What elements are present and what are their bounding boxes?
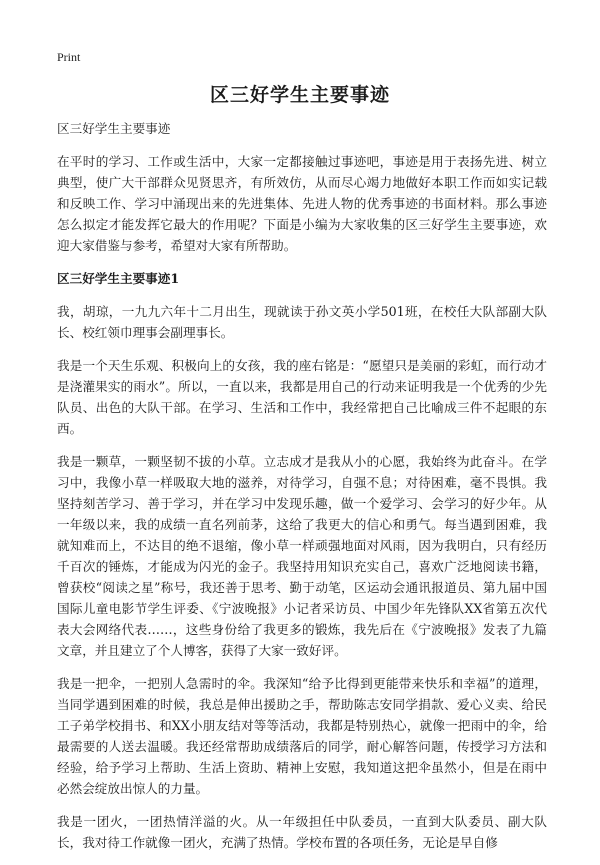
paragraph-fire: 我是一团火，一团热情洋溢的火。从一年级担任中队委员，一直到大队委员、副大队长，我对待工作就像一团火，充满了热情。学校布置的各项任务，无论是早自修: [57, 814, 547, 850]
article-body: [57, 118, 547, 865]
intro-paragraph: 在平时的学习、工作或生活中，大家一定都接触过事迹吧，事迹是用于表扬先进、树立典型，使广大干部群众见贤思齐，有所效仿，从而尽心竭力地做好本职工作而如实记载和反映工作、学习中涌现出来的先进集体、先进人物的优秀事迹的书面材料。那么事迹怎么拟定才能发挥它最大的作用呢？下面是小编为大家收集的区三好学生主要事迹，欢迎大家借鉴与参考，希望对大家有所帮助。: [57, 154, 547, 253]
paragraph-umbrella: 我是一把伞，一把别人急需时的伞。我深知“给予比得到更能带来快乐和幸福”的道理，当同学遇到困难的时候，我总是伸出援助之手，帮助陈志安同学捐款、爱心义卖、给民工子弟学校捐书、和XX小朋友结对等等活动，我都是特别热心，就像一把雨中的伞，给最需要的人送去温暖。我还经常帮助成绩落后的同学，耐心解答问题，传授学习方法和经验，给予学习上帮助、生活上资助、精神上安慰，我知道这把伞虽然小，但是在雨中必然会绽放出惊人的力量。: [57, 676, 547, 796]
section-heading: 区三好学生主要事迹1: [57, 271, 180, 286]
paragraph-grass: 我是一颗草，一颗坚韧不拔的小草。立志成才是我从小的心愿，我始终为此奋斗。在学习中，我像小草一样吸取大地的滋养，对待学习，自强不息；对待困难，毫不畏惧。我坚持刻苦学习、善于学习，并在学习中发现乐趣，做一个爱学习、会学习的好少年。从一年级以来，我的成绩一直名列前茅，这给了我更大的信心和勇气。每当遇到困难，我就知难而上，不达目的绝不退缩，像小草一样顽强地面对风雨，因为我明白，只有经历千百次的锤炼，才能成为闪光的金子。我坚持用知识充实自己，喜欢广泛地阅读书籍，曾获校“阅读之星”称号，我还善于思考、勤于动笔，区运动会通讯报道员、第九届中国国际儿童电影节学生评委、《宁波晚报》小记者采访员、中国少年先锋队XX省第五次代表大会网络代表……，这些身份给了我更多的锻炼，我先后在《宁波晚报》发表了九篇文章，并且建立了个人博客，获得了大家一致好评。: [57, 454, 547, 658]
print-label: Print: [57, 50, 81, 64]
paragraph-introduction: 我，胡琼，一九九六年十二月出生，现就读于孙文英小学501班，在校任大队部副大队长、校红领巾理事会副理事长。: [57, 304, 547, 340]
page-title: 区三好学生主要事迹: [209, 84, 390, 106]
paragraph-motto: 我是一个天生乐观、积极向上的女孩，我的座右铭是：“愿望只是美丽的彩虹，而行动才是浇灌果实的雨水”。所以，一直以来，我都是用自己的行动来证明我是一个优秀的少先队员、出色的大队干部。在学习、生活和工作中，我经常把自己比喻成三件不起眼的东西。: [57, 358, 547, 436]
article-subtitle: 区三好学生主要事迹: [57, 121, 171, 136]
